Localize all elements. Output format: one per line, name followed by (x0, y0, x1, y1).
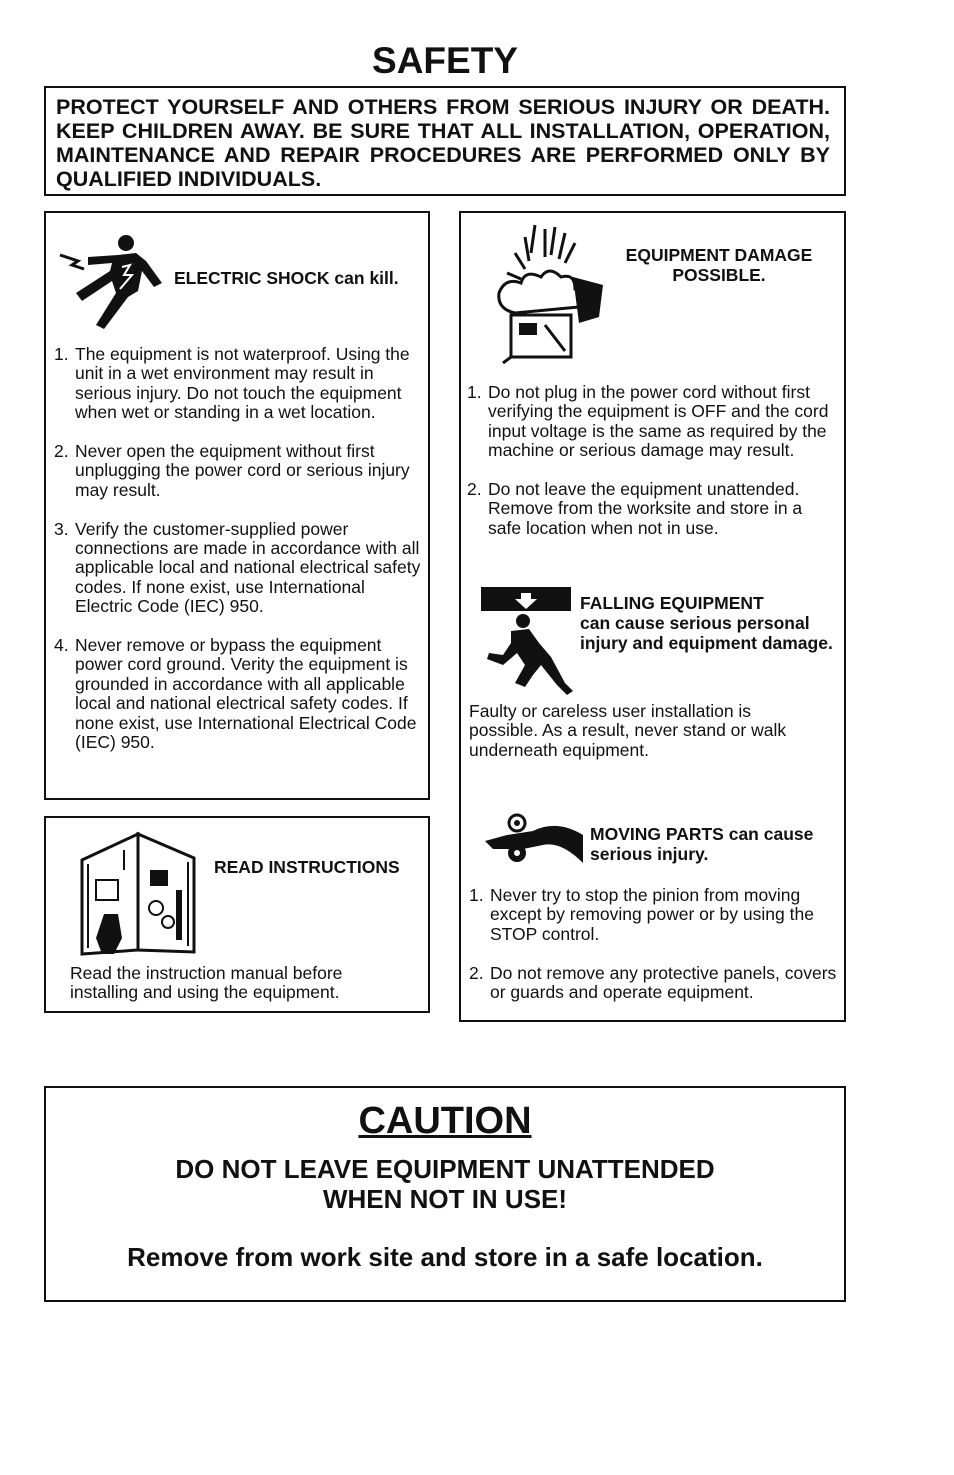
electric-shock-icon (58, 231, 168, 331)
caution-box (44, 1086, 846, 1302)
caution-line1: DO NOT LEAVE EQUIPMENT UNATTENDED (175, 1154, 715, 1184)
protect-warning-text: PROTECT YOURSELF AND OTHERS FROM SERIOUS INJURY OR DEATH. KEEP CHILDREN AWAY. BE SURE THAT ALL INSTALLATION, OPERATION, MAINTENANCE AND REPAIR PROCEDURES ARE PERFORMED ONLY BY QUALIFIED INDIVIDUALS. (56, 95, 830, 191)
moving-parts-icon (483, 811, 585, 873)
electric-shock-panel (44, 211, 430, 800)
equipment-explosion-icon (495, 223, 607, 365)
list-item: 4. Never remove or bypass the equipment power cord ground. Verity the equipment is grounded in accordance with all applicable local and national electrical safety codes. If none exist, use International Electrical Code (IEC) 950. (54, 635, 417, 753)
falling-equipment-icon (481, 587, 573, 697)
equipment-damage-heading-line1: EQUIPMENT DAMAGE (625, 245, 813, 265)
electric-shock-heading: ELECTRIC SHOCK can kill. (174, 268, 399, 288)
list-item: 2. Do not leave the equipment unattended. Remove from the worksite and store in a safe location when not in use. (467, 479, 803, 538)
read-instructions-panel (44, 816, 430, 1013)
falling-equipment-heading (580, 593, 842, 653)
caution-line3: Remove from work site and store in a safe location. (127, 1242, 763, 1272)
equipment-damage-heading-line2: POSSIBLE. (672, 265, 766, 285)
list-item: 3. Verify the customer-supplied power connections are made in accordance with all applicable local and national electrical safety codes. If none exist, use International Electric Code (IEC) 950. (54, 518, 421, 617)
moving-parts-heading: MOVING PARTS can cause serious injury. (590, 824, 814, 864)
list-item: 2. Never open the equipment without first unplugging the power cord or serious injury may result. (54, 441, 410, 500)
equipment-damage-list (467, 383, 839, 558)
falling-equipment-heading-line1: FALLING EQUIPMENT (580, 593, 764, 613)
moving-parts-list (469, 886, 844, 1022)
falling-equipment-heading-rest: can cause serious personal injury and equipment damage. (580, 613, 833, 653)
instruction-manual-icon (78, 830, 198, 958)
equipment-damage-heading (609, 245, 829, 285)
page-title: SAFETY (372, 40, 518, 81)
read-instructions-text: Read the instruction manual before installing and using the equipment. (70, 963, 343, 1003)
list-item: 1. The equipment is not waterproof. Using the unit in a wet environment may result in serious injury. Do not touch the equipment when wet or standing in a wet location. (54, 344, 410, 423)
electric-shock-list (54, 345, 424, 772)
list-item: 1. Never try to stop the pinion from moving except by removing power or by using the STOP control. (469, 885, 814, 944)
equipment-safety-panel (459, 211, 846, 1022)
read-instructions-heading: READ INSTRUCTIONS (214, 857, 400, 877)
protect-warning-box (44, 86, 846, 196)
list-item: 2. Do not remove any protective panels, covers or guards and operate equipment. (469, 962, 837, 1003)
caution-line2: WHEN NOT IN USE! (322, 1184, 568, 1214)
list-item: 1. Do not plug in the power cord without first verifying the equipment is OFF and the cord input voltage is the same as required by the machine or serious damage may result. (467, 382, 829, 461)
caution-title: CAUTION (358, 1100, 532, 1142)
falling-equipment-text: Faulty or careless user installation is possible. As a result, never stand or walk underneath equipment. (469, 701, 787, 760)
